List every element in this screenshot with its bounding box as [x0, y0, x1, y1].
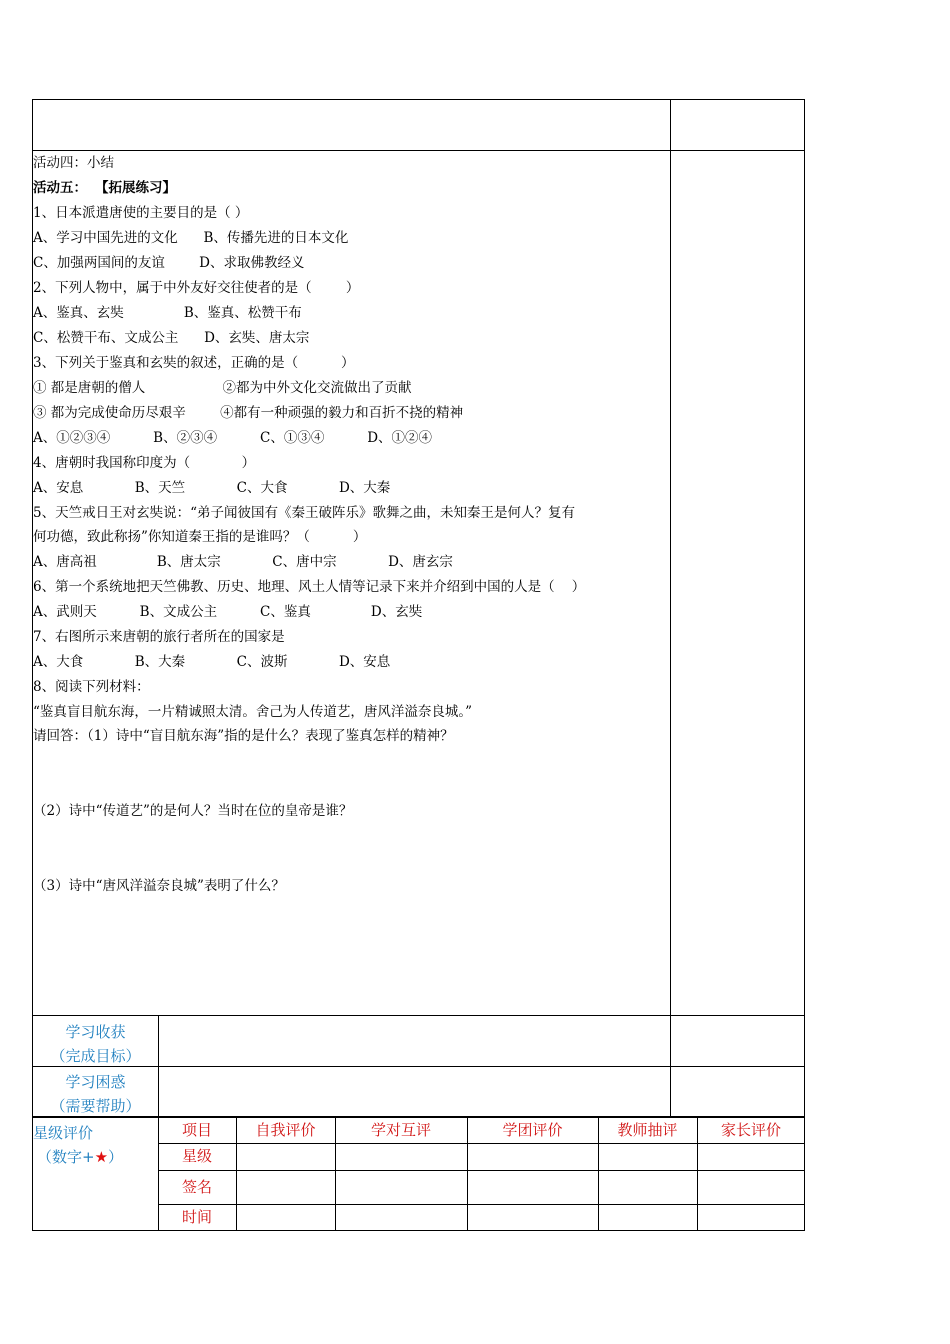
- right-column-divider: [670, 99, 671, 1117]
- sub-question-2: （2）诗中“传道艺”的是何人？当时在位的皇帝是谁？: [33, 803, 353, 819]
- rating-row-line-2: [158, 1170, 805, 1171]
- question-line: “鉴真盲目航东海，一片精诚照太清。舍己为人传道艺，唐风洋溢奈良城。”: [33, 704, 473, 720]
- question-line: A、安息 B、天竺 C、大食 D、大秦: [33, 480, 391, 496]
- rating-label-suffix: ）: [108, 1148, 124, 1166]
- question-line: C、加强两国间的友谊 D、求取佛教经义: [33, 255, 305, 271]
- question-line: A、学习中国先进的文化 B、传播先进的日本文化: [33, 230, 349, 246]
- question-line: A、武则天 B、文成公主 C、鉴真 D、玄奘: [33, 604, 423, 620]
- rating-row-signature: 签名: [181, 1178, 212, 1196]
- rating-header-teacher: 教师抽评: [617, 1121, 678, 1139]
- question-line: C、松赞干布、文成公主 D、玄奘、唐太宗: [33, 330, 310, 346]
- rating-row-line-3: [158, 1204, 805, 1205]
- question-line: 1、日本派遣唐使的主要目的是（ ）: [33, 205, 249, 221]
- question-line: 5、天竺戒日王对玄奘说：“弟子闻彼国有《秦王破阵乐》歌舞之曲，未知秦王是何人？复有: [33, 505, 575, 521]
- question-line: 何功德，致此称扬”你知道秦王指的是谁吗？（ ）: [33, 529, 367, 545]
- rating-header-item: 项目: [181, 1121, 212, 1139]
- question-line: ① 都是唐朝的僧人 ②都为中外文化交流做出了贡献: [33, 380, 412, 396]
- puzzles-label: [33, 1070, 158, 1118]
- gains-label-line1: 学习收获: [65, 1023, 126, 1041]
- rating-header-parent: 家长评价: [720, 1121, 781, 1139]
- question-line: 8、阅读下列材料：: [33, 679, 150, 695]
- rating-label-prefix: （数字+: [37, 1148, 95, 1166]
- question-line: A、鉴真、玄奘 B、鉴真、松赞干布: [33, 305, 302, 321]
- question-line: 3、下列关于鉴真和玄奘的叙述，正确的是（ ）: [33, 355, 355, 371]
- activity-five-title: 【拓展练习】: [95, 180, 176, 196]
- puzzles-label-line2: （需要帮助）: [50, 1097, 141, 1115]
- question-line: A、唐高祖 B、唐太宗 C、唐中宗 D、唐玄宗: [33, 554, 453, 570]
- rating-label: [33, 1121, 158, 1169]
- rating-row-time: 时间: [181, 1208, 212, 1226]
- puzzles-label-line1: 学习困惑: [65, 1073, 126, 1091]
- rating-header-peer: 学对互评: [370, 1121, 431, 1139]
- activity-four-heading: 活动四：小结: [33, 155, 114, 171]
- gains-label: [33, 1020, 158, 1068]
- question-line: 请回答：（1）诗中“盲目航东海”指的是什么？表现了鉴真怎样的精神？: [33, 728, 454, 744]
- rating-row-stars: 星级: [181, 1147, 212, 1165]
- question-line: 4、唐朝时我国称印度为（ ）: [33, 455, 256, 471]
- question-line: 6、第一个系统地把天竺佛教、历史、地理、风土人情等记录下来并介绍到中国的人是（ ）: [33, 579, 586, 595]
- question-line: ③ 都为完成使命历尽艰辛 ④都有一种顽强的毅力和百折不挠的精神: [33, 405, 464, 421]
- sub-question-3: （3）诗中“唐风洋溢奈良城”表明了什么？: [33, 878, 285, 894]
- row-divider-gains: [32, 1015, 805, 1016]
- question-line: A、大食 B、大秦 C、波斯 D、安息: [33, 654, 391, 670]
- rating-header-group: 学团评价: [502, 1121, 563, 1139]
- row-divider-top: [32, 150, 805, 151]
- rating-row-line-1: [158, 1143, 805, 1144]
- gains-label-line2: （完成目标）: [50, 1047, 141, 1065]
- question-line: A、①②③④ B、②③④ C、①③④ D、①②④: [33, 430, 433, 446]
- star-icon: ★: [94, 1148, 109, 1166]
- activity-five-label: 活动五：: [33, 180, 87, 196]
- rating-label-line2: [33, 1145, 158, 1169]
- rating-label-line1: 星级评价: [33, 1124, 94, 1142]
- rating-header-self: 自我评价: [255, 1121, 316, 1139]
- question-line: 2、下列人物中，属于中外友好交往使者的是（ ）: [33, 280, 360, 296]
- question-line: 7、右图所示来唐朝的旅行者所在的国家是: [33, 629, 285, 645]
